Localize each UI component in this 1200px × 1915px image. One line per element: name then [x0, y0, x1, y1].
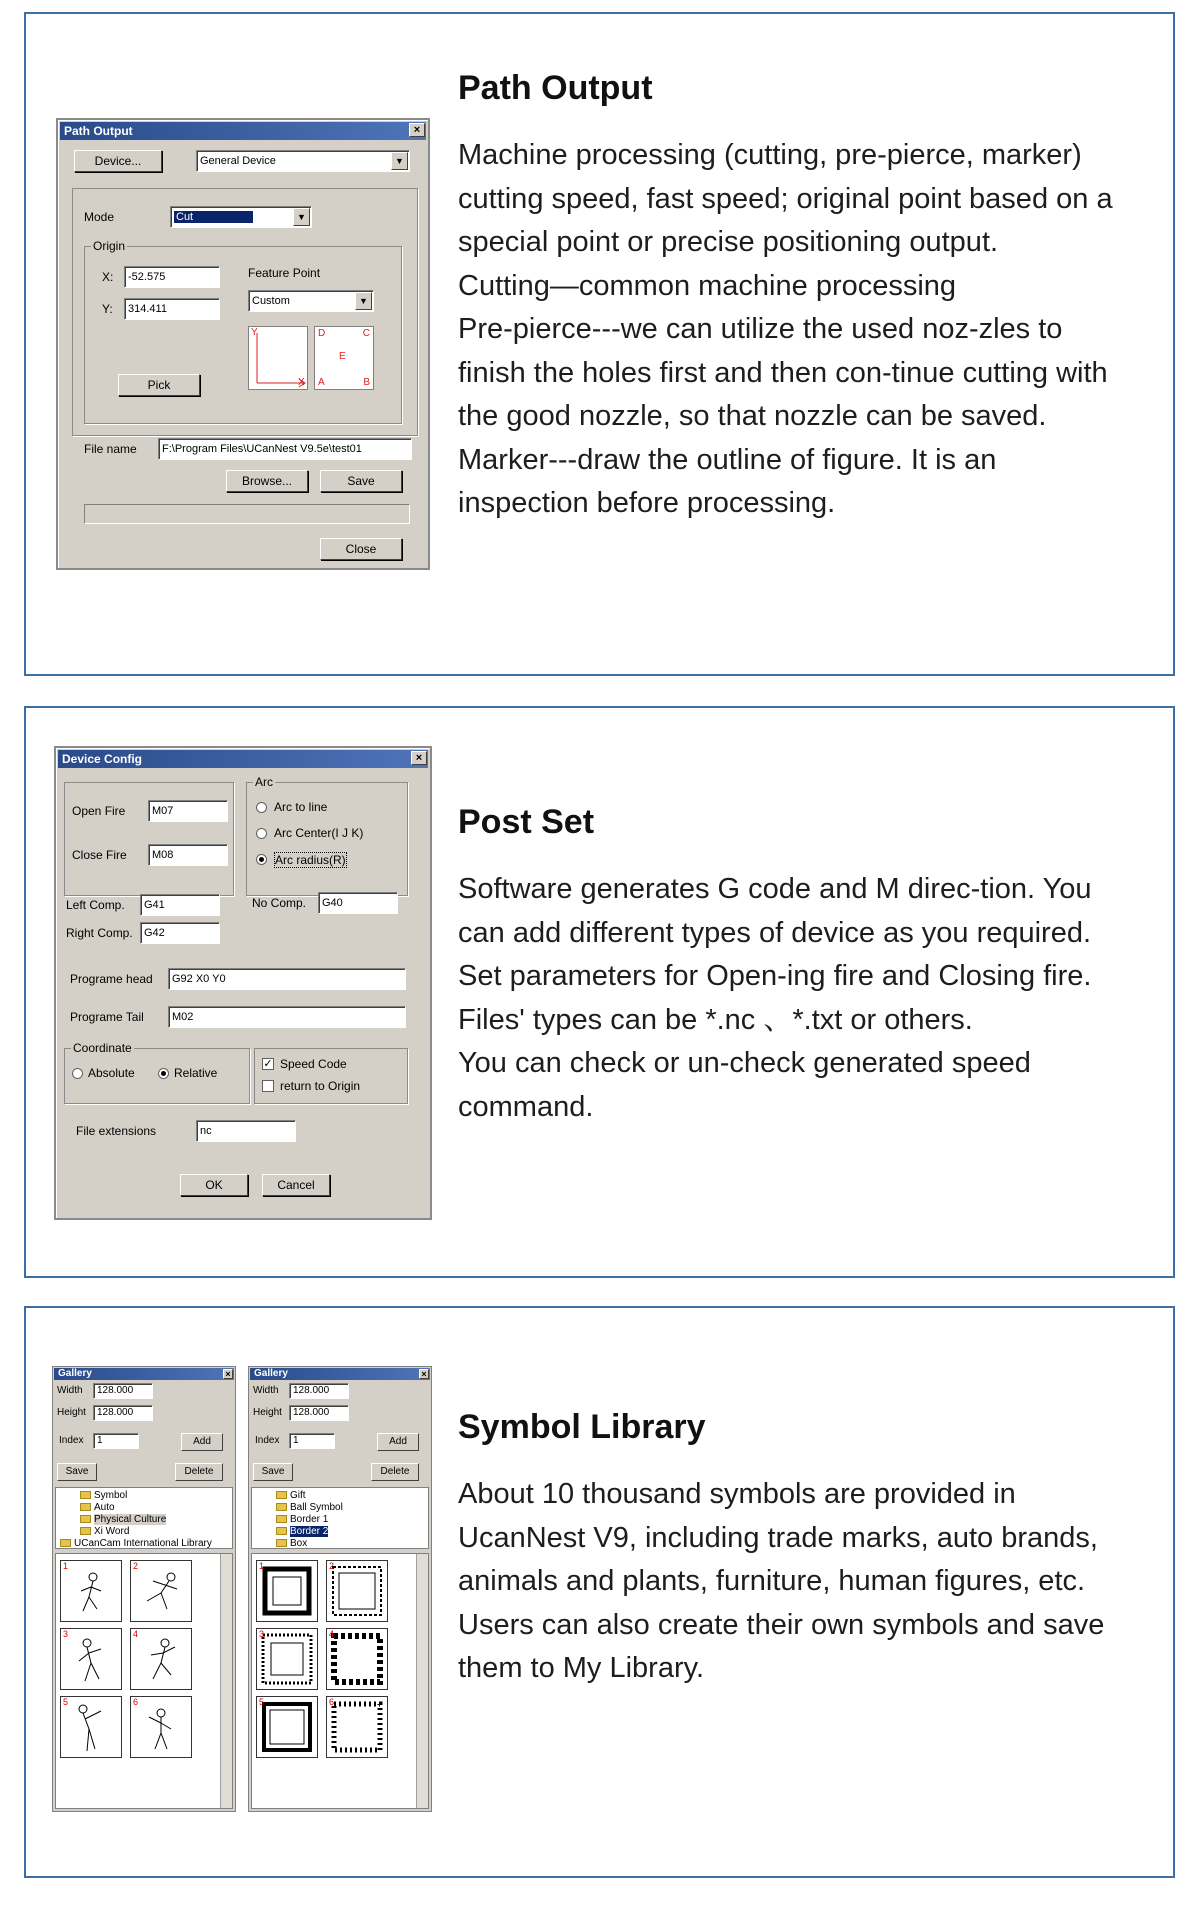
tree-item-label: Border 2 — [290, 1526, 329, 1537]
axis-y-label: Y — [251, 327, 258, 338]
save-button[interactable]: Save — [320, 470, 402, 492]
paragraph: Machine processing (cutting, pre-pierce, marker) cutting speed, fast speed; original point based on a special point or precise positioning output. — [458, 139, 1113, 258]
delete-button[interactable]: Delete — [175, 1463, 223, 1481]
tree-item-label: Symbol — [94, 1490, 128, 1501]
paragraph: Pre-pierce---we can utilize the used noz-zles to finish the holes first and then con-tinue cutting with the good nozzle, so that nozzle can be saved. — [458, 313, 1108, 432]
thumb-number: 2 — [329, 1561, 335, 1571]
border-thumbnail[interactable] — [256, 1696, 318, 1758]
arc-radius-label: Arc radius(R) — [275, 853, 346, 867]
thumb-number: 4 — [329, 1629, 335, 1639]
arc-center-label: Arc Center(I J K) — [274, 826, 364, 840]
thumb-number: 5 — [259, 1697, 265, 1707]
point-b[interactable]: B — [363, 377, 370, 388]
figure-icon — [131, 1629, 191, 1689]
close-fire-label: Close Fire — [72, 848, 127, 862]
program-head-label: Programe head — [70, 972, 153, 986]
symbol-thumbnail[interactable] — [60, 1628, 122, 1690]
feature-point-select[interactable] — [248, 290, 374, 312]
chevron-down-icon[interactable]: ▼ — [355, 292, 372, 310]
arc-to-line-radio[interactable] — [256, 802, 267, 813]
tree-item[interactable] — [80, 1502, 115, 1514]
paragraph: Software generates G code and M direc-tion. You can add different types of device as you required. Set parameters for Open-ing fire and Closing fire. — [458, 873, 1092, 992]
file-name-label: File name — [84, 442, 137, 456]
width-input[interactable]: 128.000 — [289, 1383, 349, 1399]
mode-select[interactable] — [170, 206, 312, 228]
index-input[interactable]: 1 — [289, 1433, 335, 1449]
path-output-dialog — [56, 118, 430, 570]
folder-icon — [276, 1539, 287, 1547]
tree-item[interactable] — [80, 1490, 127, 1502]
folder-icon — [80, 1503, 91, 1511]
close-icon[interactable]: × — [411, 751, 427, 765]
tree-item[interactable] — [276, 1514, 328, 1526]
delete-button[interactable]: Delete — [371, 1463, 419, 1481]
height-label: Height — [253, 1407, 282, 1418]
paragraph: You can check or un-check generated speed command. — [458, 1047, 1031, 1123]
height-label: Height — [57, 1407, 86, 1418]
folder-icon — [276, 1515, 287, 1523]
browse-button[interactable]: Browse... — [226, 470, 308, 492]
right-comp-label: Right Comp. — [66, 926, 133, 940]
cancel-button[interactable]: Cancel — [262, 1174, 330, 1196]
open-fire-label: Open Fire — [72, 804, 126, 818]
tree-item[interactable] — [276, 1526, 328, 1538]
folder-icon — [60, 1539, 71, 1547]
border-thumbnail[interactable] — [256, 1628, 318, 1690]
program-head-input[interactable]: G92 X0 Y0 — [168, 968, 406, 990]
border-pattern-icon — [257, 1561, 317, 1621]
gallery-title: Gallery — [254, 1368, 288, 1379]
device-config-dialog — [54, 746, 432, 1220]
thumb-number: 1 — [63, 1561, 69, 1571]
absolute-label: Absolute — [88, 1066, 135, 1080]
progress-bar — [84, 504, 410, 524]
symbol-thumbnail[interactable] — [130, 1560, 192, 1622]
border-thumbnail[interactable] — [326, 1696, 388, 1758]
section-title: Post Set — [458, 803, 595, 841]
dialog-title: Device Config — [62, 752, 143, 766]
width-label: Width — [57, 1385, 83, 1396]
device-select[interactable] — [196, 150, 410, 172]
point-e[interactable]: E — [339, 351, 346, 362]
figure-icon — [131, 1561, 191, 1621]
folder-tree[interactable] — [251, 1487, 429, 1549]
return-origin-label: return to Origin — [280, 1079, 361, 1093]
border-thumbnail[interactable] — [326, 1628, 388, 1690]
program-tail-input[interactable]: M02 — [168, 1006, 406, 1028]
point-c[interactable]: C — [362, 328, 370, 339]
thumb-number: 3 — [63, 1629, 69, 1639]
scrollbar[interactable] — [416, 1554, 428, 1808]
post-set-copy — [458, 802, 1118, 1129]
section-body — [458, 868, 1118, 1129]
arc-radius-radio[interactable] — [256, 854, 267, 865]
width-input[interactable]: 128.000 — [93, 1383, 153, 1399]
symbol-thumbnail[interactable] — [130, 1628, 192, 1690]
section-body — [458, 134, 1118, 526]
file-ext-input[interactable]: nc — [196, 1120, 296, 1142]
arc-center-radio[interactable] — [256, 828, 267, 839]
relative-label: Relative — [174, 1066, 218, 1080]
path-output-copy — [458, 68, 1118, 526]
feature-point-label: Feature Point — [248, 266, 321, 280]
close-icon[interactable]: × — [419, 1369, 429, 1379]
point-a[interactable]: A — [318, 377, 325, 388]
gallery-panel-left — [52, 1366, 236, 1812]
thumb-number: 1 — [259, 1561, 265, 1571]
thumb-number: 4 — [133, 1629, 139, 1639]
relative-radio[interactable] — [158, 1068, 169, 1079]
axis-x-label: X — [298, 377, 305, 388]
tree-item-label: Gift — [290, 1490, 306, 1501]
paragraph: About 10 thousand symbols are provided in UcanNest V9, including trade marks, auto brands, animals and plants, furniture, human figures, etc. Users can also create their own symbols and save them to My Library. — [458, 1478, 1105, 1684]
tree-item[interactable] — [276, 1502, 343, 1514]
border-pattern-icon — [257, 1629, 317, 1689]
folder-icon — [276, 1491, 287, 1499]
folder-icon — [80, 1527, 91, 1535]
arc-to-line-label: Arc to line — [274, 800, 328, 814]
tree-item[interactable] — [60, 1538, 212, 1549]
y-label: Y: — [102, 302, 113, 316]
feature-point-axis-box[interactable] — [248, 326, 308, 390]
index-input[interactable]: 1 — [93, 1433, 139, 1449]
folder-icon — [80, 1491, 91, 1499]
tree-item[interactable] — [276, 1490, 306, 1502]
paragraph: Files' types can be *.nc 、*.txt or others. — [458, 1003, 973, 1036]
absolute-radio[interactable] — [72, 1068, 83, 1079]
mode-select-value: Cut — [174, 211, 253, 223]
x-input[interactable]: -52.575 — [124, 266, 220, 288]
dialog-titlebar — [60, 122, 426, 140]
tree-item-label: Xi Word — [94, 1526, 130, 1537]
pick-button[interactable]: Pick — [118, 374, 200, 396]
left-comp-label: Left Comp. — [66, 898, 125, 912]
speed-code-checkbox[interactable]: ✓ — [263, 1058, 273, 1070]
add-button[interactable]: Add — [181, 1433, 223, 1451]
symbol-library-card — [24, 1306, 1175, 1878]
close-icon[interactable]: × — [223, 1369, 233, 1379]
dialog-title: Path Output — [64, 124, 133, 138]
thumbnail-grid — [55, 1553, 233, 1809]
feature-point-grid[interactable] — [314, 326, 374, 390]
no-comp-input[interactable]: G40 — [318, 892, 398, 914]
thumb-number: 3 — [259, 1629, 265, 1639]
symbol-thumbnail[interactable] — [130, 1696, 192, 1758]
tree-item[interactable] — [80, 1526, 129, 1538]
device-select-value: General Device — [200, 155, 276, 167]
file-name-input[interactable]: F:\Program Files\UCanNest V9.5e\test01 — [158, 438, 412, 460]
tree-item-label: Auto — [94, 1502, 115, 1513]
x-label: X: — [102, 270, 114, 284]
ok-button[interactable]: OK — [180, 1174, 248, 1196]
border-thumbnail[interactable] — [256, 1560, 318, 1622]
feature-point-value: Custom — [252, 295, 290, 307]
return-origin-checkbox[interactable] — [262, 1080, 274, 1092]
chevron-down-icon[interactable]: ▼ — [391, 152, 408, 170]
folder-tree[interactable] — [55, 1487, 233, 1549]
file-ext-label: File extensions — [76, 1124, 157, 1138]
origin-group-title: Origin — [93, 239, 126, 253]
open-fire-input[interactable]: M07 — [148, 800, 228, 822]
symbol-library-copy — [458, 1407, 1118, 1691]
gallery-panel-right — [248, 1366, 432, 1812]
y-input[interactable]: 314.411 — [124, 298, 220, 320]
gallery-title: Gallery — [58, 1368, 92, 1379]
tree-item[interactable] — [276, 1538, 307, 1549]
close-button[interactable]: Close — [320, 538, 402, 560]
dialog-titlebar — [58, 750, 428, 768]
thumb-number: 2 — [133, 1561, 139, 1571]
thumbnail-grid — [251, 1553, 429, 1809]
post-set-card — [24, 706, 1175, 1278]
program-tail-label: Programe Tail — [70, 1010, 144, 1024]
tree-item-label: Box — [290, 1538, 308, 1549]
no-comp-label: No Comp. — [252, 896, 307, 910]
section-body — [458, 1473, 1118, 1691]
left-comp-input[interactable]: G41 — [140, 894, 220, 916]
add-button[interactable]: Add — [377, 1433, 419, 1451]
border-pattern-icon — [327, 1629, 387, 1689]
figure-icon — [131, 1697, 191, 1757]
index-label: Index — [255, 1435, 280, 1446]
paragraph: Marker---draw the outline of figure. It is an inspection before processing. — [458, 443, 997, 519]
width-label: Width — [253, 1385, 279, 1396]
right-comp-input[interactable]: G42 — [140, 922, 220, 944]
arc-group-title: Arc — [255, 775, 273, 789]
path-output-card — [24, 12, 1175, 676]
speed-code-label: Speed Code — [280, 1057, 347, 1071]
border-thumbnail[interactable] — [326, 1560, 388, 1622]
close-icon[interactable]: × — [409, 123, 425, 137]
folder-icon — [80, 1515, 91, 1523]
height-input[interactable]: 128.000 — [289, 1405, 349, 1421]
folder-icon — [276, 1503, 287, 1511]
index-label: Index — [59, 1435, 84, 1446]
device-button[interactable]: Device... — [74, 150, 162, 172]
save-button[interactable]: Save — [253, 1463, 293, 1481]
thumb-number: 6 — [329, 1697, 335, 1707]
tree-item-label: Ball Symbol — [290, 1502, 343, 1513]
figure-icon — [61, 1629, 121, 1689]
save-button[interactable]: Save — [57, 1463, 97, 1481]
height-input[interactable]: 128.000 — [93, 1405, 153, 1421]
figure-icon — [61, 1561, 121, 1621]
tree-item-label: UCanCam International Library — [74, 1538, 212, 1549]
folder-icon — [276, 1527, 287, 1535]
symbol-thumbnail[interactable] — [60, 1560, 122, 1622]
mode-label: Mode — [84, 210, 115, 224]
thumb-number: 5 — [63, 1697, 69, 1707]
section-title: Symbol Library — [458, 1408, 706, 1446]
border-pattern-icon — [327, 1697, 387, 1757]
point-d[interactable]: D — [318, 328, 326, 339]
thumb-number: 6 — [133, 1697, 139, 1707]
paragraph: Cutting—common machine processing — [458, 269, 957, 302]
scrollbar[interactable] — [220, 1554, 232, 1808]
close-fire-input[interactable]: M08 — [148, 844, 228, 866]
section-title: Path Output — [458, 69, 653, 107]
coordinate-group-title: Coordinate — [73, 1041, 132, 1055]
border-pattern-icon — [257, 1697, 317, 1757]
dialog-titlebar — [250, 1368, 430, 1380]
chevron-down-icon[interactable]: ▼ — [293, 208, 310, 226]
tree-item-label: Border 1 — [290, 1514, 329, 1525]
tree-item-label: Physical Culture — [94, 1514, 167, 1525]
symbol-thumbnail[interactable] — [60, 1696, 122, 1758]
border-pattern-icon — [327, 1561, 387, 1621]
figure-icon — [61, 1697, 121, 1757]
tree-item[interactable] — [80, 1514, 166, 1526]
dialog-titlebar — [54, 1368, 234, 1380]
